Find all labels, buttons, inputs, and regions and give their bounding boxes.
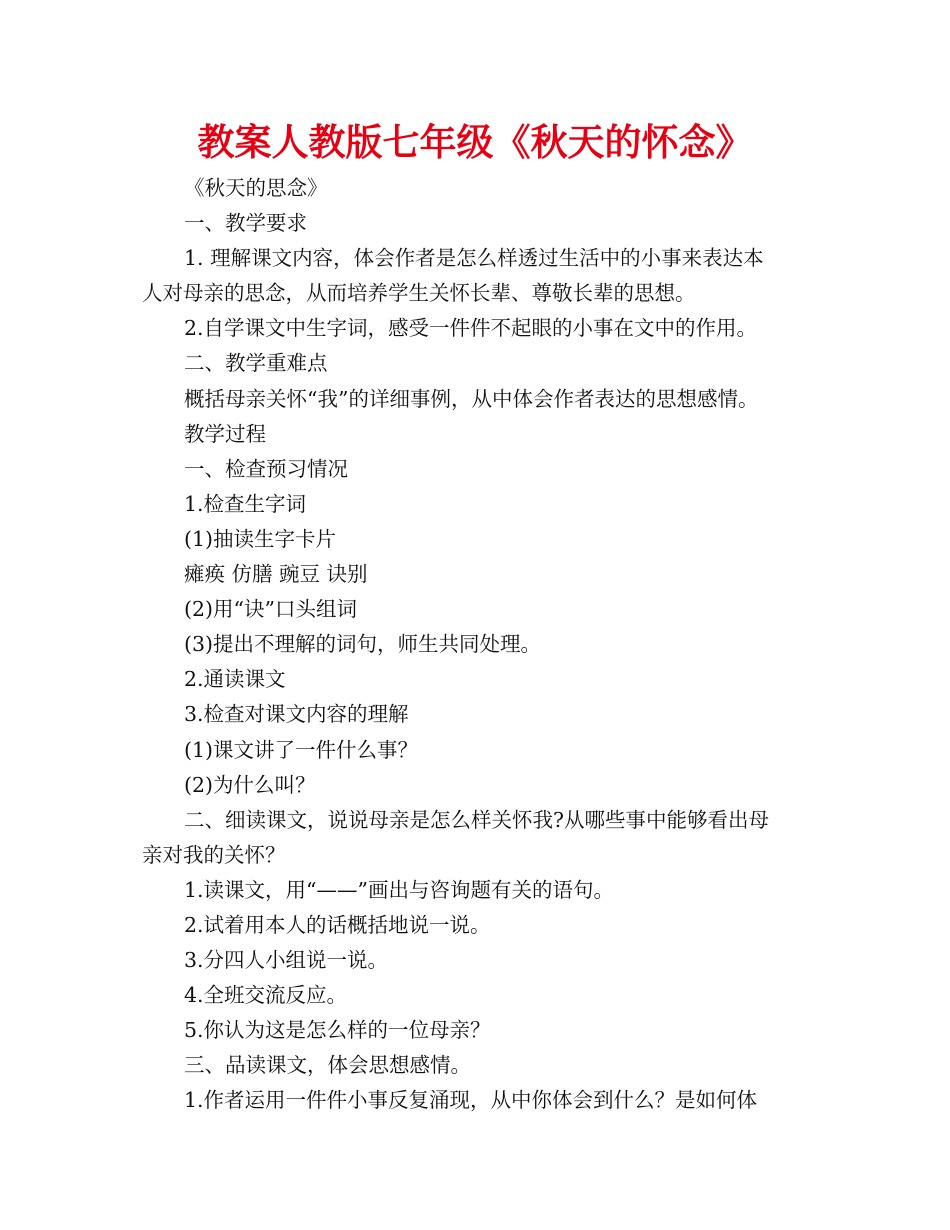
paragraph-line: 1.读课文，用“——”画出与咨询题有关的语句。 bbox=[184, 877, 615, 902]
paragraph-line: 亲对我的关怀？ bbox=[142, 842, 286, 867]
paragraph-line: 2.通读课文 bbox=[184, 667, 286, 692]
paragraph-line: 三、品读课文，体会思想感情。 bbox=[184, 1053, 471, 1078]
paragraph-line: 《秋天的思念》 bbox=[184, 176, 328, 200]
paragraph-line: (1)抽读生字卡片 bbox=[184, 526, 337, 551]
paragraph-line: 5.你认为这是怎么样的一位母亲？ bbox=[184, 1018, 491, 1043]
paragraph-line: 1. 理解课文内容，体会作者是怎么样透过生活中的小事来表达本 bbox=[184, 246, 764, 271]
paragraph-line: 一、教学要求 bbox=[184, 211, 307, 236]
document-title: 教案人教版七年级《秋天的怀念》 bbox=[197, 121, 753, 164]
paragraph-line: 3.检查对课文内容的理解 bbox=[184, 702, 409, 727]
paragraph-line: 1.检查生字词 bbox=[184, 491, 307, 516]
paragraph-line: (2)为什么叫？ bbox=[184, 772, 316, 797]
document-body bbox=[142, 171, 812, 1119]
paragraph-line: (1)课文讲了一件什么事？ bbox=[184, 737, 419, 762]
paragraph-line: 3.分四人小组说一说。 bbox=[184, 948, 389, 973]
paragraph-line: 2.自学课文中生字词，感受一件件不起眼的小事在文中的作用。 bbox=[184, 316, 758, 341]
paragraph-line: 二、教学重难点 bbox=[184, 351, 328, 376]
paragraph-line: 1.作者运用一件件小事反复涌现，从中你体会到什么？是如何体 bbox=[184, 1088, 758, 1113]
paragraph-line: (3)提出不理解的词句，师生共同处理。 bbox=[184, 632, 542, 657]
paragraph-line: 一、检查预习情况 bbox=[184, 456, 348, 481]
paragraph-line: 2.试着用本人的话概括地说一说。 bbox=[184, 912, 491, 937]
paragraph-line: 瘫痪 仿膳 豌豆 诀别 bbox=[184, 562, 368, 587]
paragraph-line: 教学过程 bbox=[184, 421, 266, 446]
paragraph-line: (2)用“诀”口头组词 bbox=[184, 597, 357, 622]
paragraph-line: 4.全班交流反应。 bbox=[184, 983, 348, 1008]
paragraph-line: 二、细读课文，说说母亲是怎么样关怀我?从哪些事中能够看出母 bbox=[184, 807, 769, 832]
paragraph-line: 人对母亲的思念，从而培养学生关怀长辈、尊敬长辈的思想。 bbox=[142, 281, 696, 306]
paragraph-line: 概括母亲关怀“我”的详细事例，从中体会作者表达的思想感情。 bbox=[184, 386, 759, 411]
